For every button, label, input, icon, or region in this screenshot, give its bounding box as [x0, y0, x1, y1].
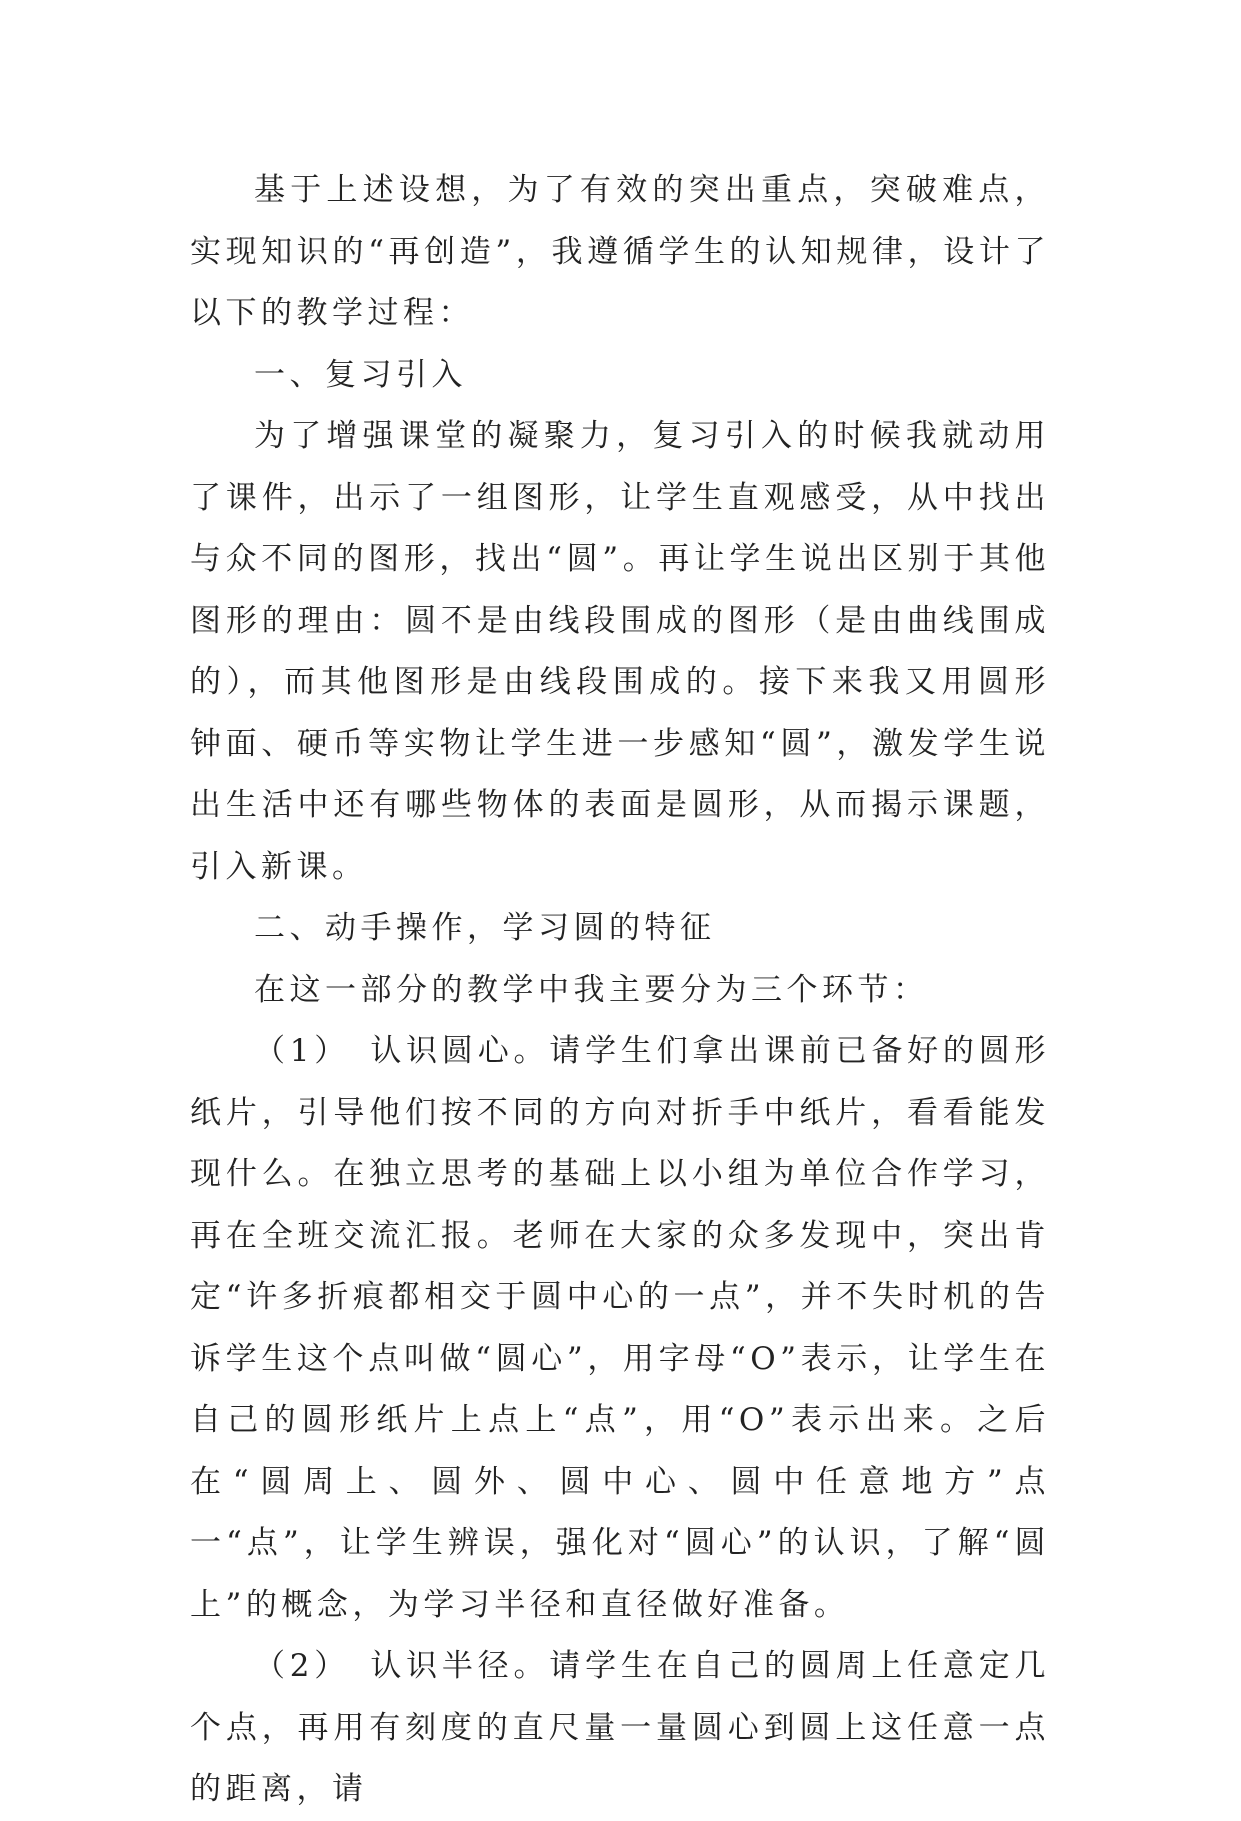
review-introduction-paragraph: 为了增强课堂的凝聚力，复习引入的时候我就动用了课件，出示了一组图形，让学生直观感受，从中找出与众不同的图形，找出“圆”。再让学生说出区别于其他图形的理由：圆不是由线段围成的图形（是由曲线围成的），而其他图形是由线段围成的。接下来我又用圆形钟面、硬币等实物让学生进一步感知“圆”，激发学生说出生活中还有哪些物体的表面是圆形，从而揭示课题，引入新课。 — [190, 418, 1050, 885]
intro-paragraph: 基于上述设想，为了有效的突出重点，突破难点，实现知识的“再创造”，我遵循学生的认知规律，设计了以下的教学过程： — [190, 172, 1050, 331]
section-heading-hands-on-circle-features: 二、动手操作，学习圆的特征 — [254, 910, 716, 946]
section-heading-review-introduction: 一、复习引入 — [254, 356, 467, 393]
document-body — [190, 160, 1050, 1821]
radius-paragraph: （2） 认识半径。请学生在自己的圆周上任意定几个点，再用有刻度的直尺量一量圆心到圆上这任意一点的距离，请 — [190, 1648, 1050, 1807]
teaching-steps-paragraph: 在这一部分的教学中我主要分为三个环节： — [254, 971, 929, 1008]
circle-center-paragraph: （1） 认识圆心。请学生们拿出课前已备好的圆形纸片，引导他们按不同的方向对折手中纸片，看看能发现什么。在独立思考的基础上以小组为单位合作学习，再在全班交流汇报。老师在大家的众多发现中，突出肯定“许多折痕都相交于圆中心的一点”，并不失时机的告诉学生这个点叫做“圆心”，用字母“O”表示，让学生在自己的圆形纸片上点上“点”，用“O”表示出来。之后在“圆周上、圆外、圆中心、圆中任意地方”点一“点”，让学生辨误，强化对“圆心”的认识，了解“圆上”的概念，为学习半径和直径做好准备。 — [190, 1033, 1050, 1623]
